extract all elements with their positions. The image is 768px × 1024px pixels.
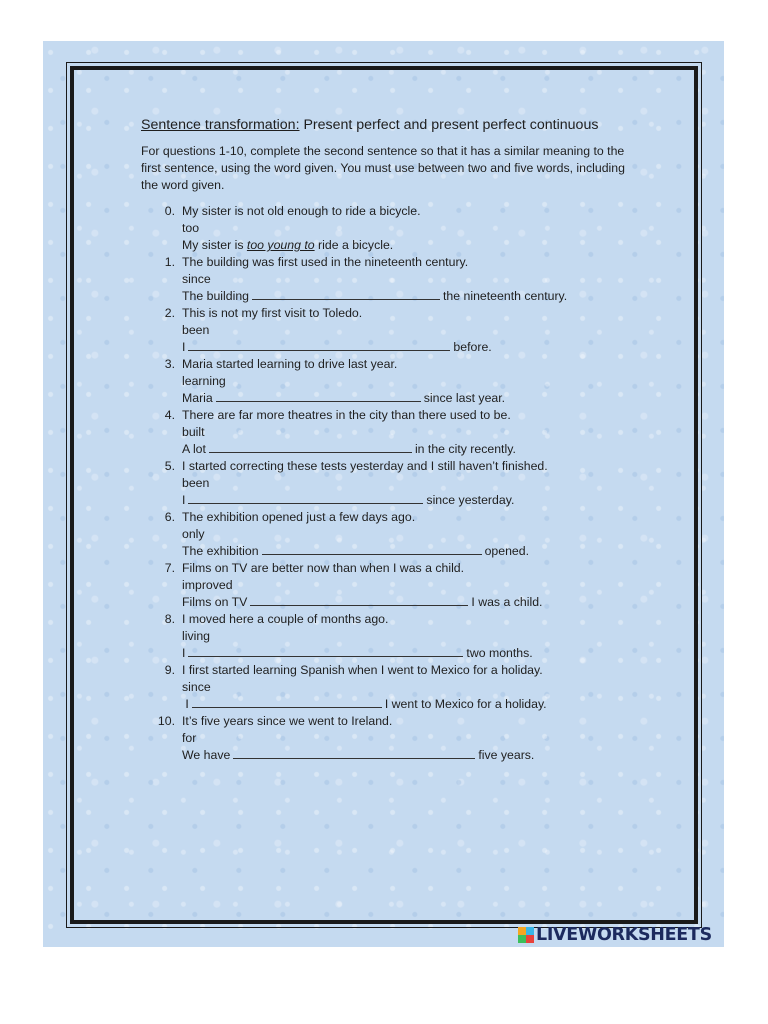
answer-blank[interactable] (252, 288, 440, 300)
question-number: 2. (164, 306, 175, 320)
answer-blank[interactable] (188, 645, 463, 657)
question-9 (141, 662, 631, 713)
question-6 (141, 509, 631, 560)
answer-line: We have five years. (182, 748, 535, 762)
answer-line: My sister is too young to ride a bicycle. (182, 238, 394, 252)
question-sentence: Films on TV are better now than when I was a child. (182, 561, 465, 575)
title-rest: Present perfect and present perfect continuous (299, 117, 599, 133)
question-number: 8. (164, 612, 175, 626)
key-word: been (182, 323, 210, 337)
example-answer: too young to (246, 238, 315, 252)
question-sentence: The building was first used in the nineteenth century. (182, 255, 469, 269)
answer-line: Maria since last year. (182, 391, 506, 405)
answer-line: I before. (182, 340, 492, 354)
page-title (141, 117, 631, 133)
question-sentence: Maria started learning to drive last year. (182, 357, 398, 371)
question-3 (141, 356, 631, 407)
key-word: since (182, 272, 211, 286)
answer-blank[interactable] (216, 390, 421, 402)
answer-line: A lot in the city recently. (182, 442, 516, 456)
question-7 (141, 560, 631, 611)
question-sentence: It’s five years since we went to Ireland. (182, 714, 393, 728)
question-sentence: I first started learning Spanish when I went to Mexico for a holiday. (182, 663, 543, 677)
question-sentence: The exhibition opened just a few days ago. (182, 510, 416, 524)
question-10 (141, 713, 631, 764)
question-sentence: My sister is not old enough to ride a bicycle. (182, 204, 421, 218)
answer-blank[interactable] (209, 441, 412, 453)
liveworksheets-logo-icon (518, 927, 534, 943)
key-word: only (182, 527, 205, 541)
answer-line: I I went to Mexico for a holiday. (185, 697, 547, 711)
question-1 (141, 254, 631, 305)
question-number: 9. (164, 663, 175, 677)
question-8 (141, 611, 631, 662)
answer-line: The building the nineteenth century. (182, 289, 568, 303)
key-word: built (182, 425, 205, 439)
answer-blank[interactable] (250, 594, 468, 606)
key-word: since (182, 680, 211, 694)
answer-line: I since yesterday. (182, 493, 515, 507)
key-word: living (182, 629, 211, 643)
logo-text: LIVEWORKSHEETS (536, 925, 712, 945)
worksheet-content (141, 117, 631, 764)
question-sentence: I started correcting these tests yesterday and I still haven’t finished. (182, 459, 548, 473)
key-word: learning (182, 374, 226, 388)
question-5 (141, 458, 631, 509)
key-word: improved (182, 578, 233, 592)
question-0 (141, 203, 631, 254)
key-word: been (182, 476, 210, 490)
question-sentence: I moved here a couple of months ago. (182, 612, 389, 626)
question-number: 5. (164, 459, 175, 473)
instructions: For questions 1-10, complete the second sentence so that it has a similar meaning to the first sentence, using the word given. You must use between two and five words, including the word given. (141, 144, 625, 192)
answer-blank[interactable] (192, 696, 382, 708)
question-number: 4. (164, 408, 175, 422)
answer-line: I two months. (182, 646, 533, 660)
question-number: 7. (164, 561, 175, 575)
question-number: 10. (157, 714, 175, 728)
key-word: for (182, 731, 197, 745)
question-number: 1. (164, 255, 175, 269)
question-number: 3. (164, 357, 175, 371)
answer-line: The exhibition opened. (182, 544, 530, 558)
answer-blank[interactable] (188, 339, 450, 351)
answer-blank[interactable] (188, 492, 423, 504)
answer-line: Films on TV I was a child. (182, 595, 543, 609)
question-2 (141, 305, 631, 356)
title-underlined: Sentence transformation: (141, 117, 300, 133)
answer-blank[interactable] (262, 543, 482, 555)
question-sentence: This is not my first visit to Toledo. (182, 306, 363, 320)
key-word: too (182, 221, 200, 235)
question-number: 6. (164, 510, 175, 524)
question-sentence: There are far more theatres in the city than there used to be. (182, 408, 511, 422)
question-4 (141, 407, 631, 458)
liveworksheets-logo[interactable] (518, 925, 712, 945)
question-number: 0. (164, 204, 175, 218)
answer-blank[interactable] (233, 747, 475, 759)
